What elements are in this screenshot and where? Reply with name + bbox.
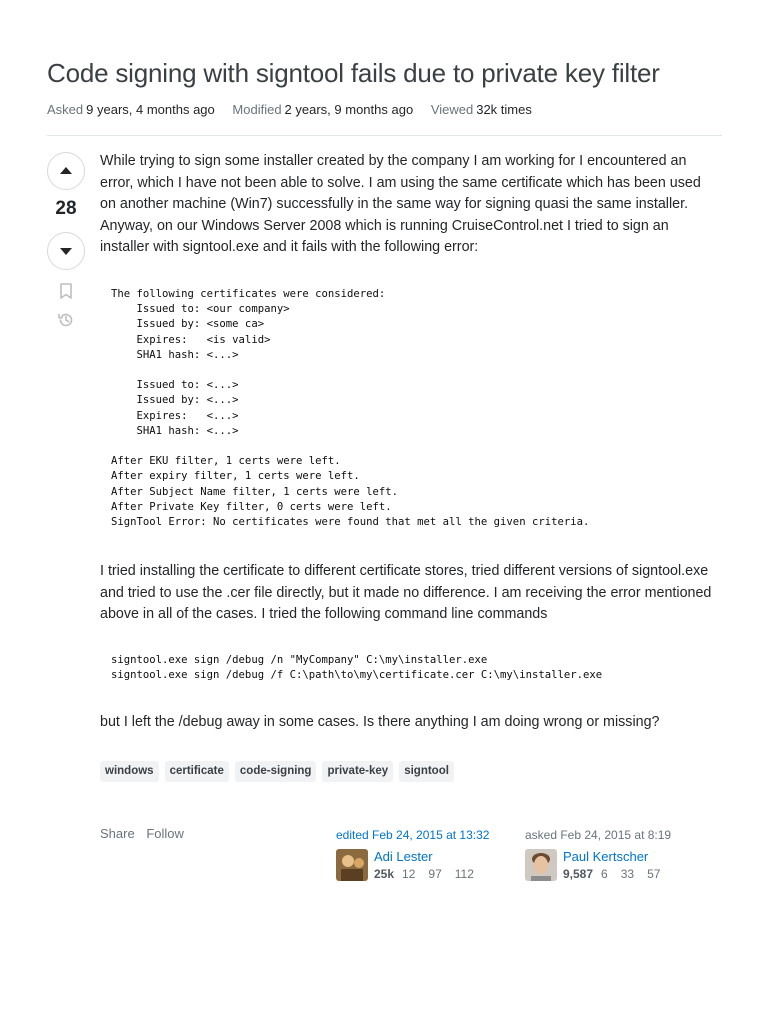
tag-code-signing[interactable]: code-signing [235, 761, 317, 782]
asker-user [525, 849, 725, 883]
asker-gold-badges: 6 [601, 867, 608, 881]
editor-reputation: 25k [374, 867, 395, 881]
viewed-label: Viewed [430, 102, 474, 117]
tag-windows[interactable]: windows [100, 761, 159, 782]
asked-value: 9 years, 4 months ago [86, 102, 215, 117]
asker-card [525, 828, 672, 881]
editor-avatar[interactable] [336, 849, 368, 881]
editor-name[interactable]: Adi Lester [374, 849, 433, 864]
editor-stats [374, 867, 487, 881]
editor-card [336, 828, 490, 881]
triangle-up-icon [58, 163, 74, 179]
downvote-button[interactable] [47, 232, 85, 270]
asker-stats [563, 867, 673, 881]
modified-value[interactable]: 2 years, 9 months ago [284, 102, 414, 117]
error-code-block: The following certificates were considered: Issued to: <our company> Issued by: <some ca> Expires: <is valid> SHA1 hash: <...> Issued to: <...> Issued by: <...> Expires: <...> SHA1 hash: <...> After EKU filter, 1 certs were left. After expiry filter, 1 certs were left. After Subject Name filter, 1 certs were left. After Private Key filter, 0 certs were left. SignTool Error: No certificates were found that met all the given criteria. [111, 288, 590, 529]
triangle-down-icon [58, 243, 74, 259]
modified-label: Modified [232, 102, 282, 117]
edited-timestamp[interactable]: edited Feb 24, 2015 at 13:32 [336, 828, 490, 842]
post-actions [100, 826, 192, 841]
asker-silver-badges: 33 [620, 867, 635, 881]
asker-avatar[interactable] [525, 849, 557, 881]
header-divider [47, 135, 722, 136]
follow-link[interactable]: Follow [146, 826, 184, 841]
asker-reputation: 9,587 [563, 867, 594, 881]
upvote-button[interactable] [47, 152, 85, 190]
tag-private-key[interactable]: private-key [322, 761, 393, 782]
bookmark-icon[interactable] [57, 282, 75, 300]
history-icon[interactable] [57, 311, 75, 329]
asker-name[interactable]: Paul Kertscher [563, 849, 649, 864]
asker-bronze-badges: 57 [647, 867, 661, 881]
asked-label: Asked [47, 102, 84, 117]
editor-gold-badges: 12 [402, 867, 416, 881]
editor-bronze-badges: 112 [454, 867, 474, 881]
question-paragraph-3: but I left the /debug away in some cases. Is there anything I am doing wrong or missing? [100, 714, 660, 730]
question-paragraph-2: I tried installing the certificate to different certificate stores, tried different versions of signtool.exe and tried to use the .cer file directly, but it made no difference. I am receiving the error mentioned above in all of the cases. I tried the following command line commands [100, 563, 712, 622]
tag-list [100, 761, 454, 782]
editor-user [336, 849, 536, 883]
vote-count: 28 [55, 198, 77, 219]
command-code-block: signtool.exe sign /debug /n "MyCompany" C:\my\installer.exe signtool.exe sign /debug /f C:\path\to\my\certificate.cer C:\my\installer.exe [111, 654, 603, 682]
question-paragraph-1: While trying to sign some installer created by the company I am working for I encountered an error, which I have not been able to solve. I am using the same certificate which has been used on another machine (Win7) successfully in the same way for signing quasi the same installer. Anyway, on our Windows Server 2008 which is running CruiseControl.net I tried to sign an installer with signtool.exe and it fails with the following error: [100, 153, 701, 255]
viewed-value: 32k times [476, 102, 532, 117]
asked-timestamp: asked Feb 24, 2015 at 8:19 [525, 828, 672, 842]
tag-certificate[interactable]: certificate [165, 761, 229, 782]
tag-signtool[interactable]: signtool [399, 761, 454, 782]
editor-silver-badges: 97 [428, 867, 442, 881]
question-meta [47, 102, 546, 117]
question-title[interactable]: Code signing with signtool fails due to private key filter [47, 58, 660, 88]
share-link[interactable]: Share [100, 826, 135, 841]
